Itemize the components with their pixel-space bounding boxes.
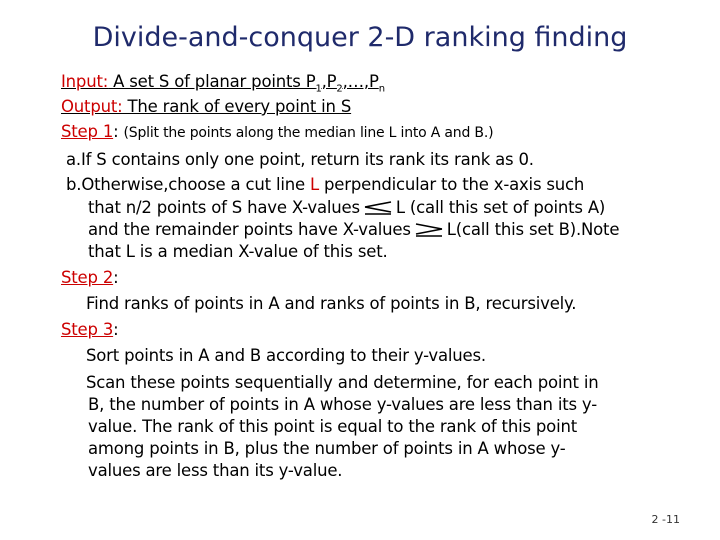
step1-label: Step 1 bbox=[61, 122, 114, 141]
output-line-text bbox=[61, 97, 351, 116]
step3-colon: : bbox=[113, 320, 119, 339]
step1-b-line1 bbox=[66, 175, 584, 195]
step2-text: Find ranks of points in A and ranks of points in B, recursively. bbox=[86, 294, 577, 313]
greater-equal-icon bbox=[412, 222, 446, 238]
step2-label: Step 2 bbox=[61, 268, 114, 287]
input-line-text bbox=[61, 72, 385, 95]
step3-line6: values are less than its y-value. bbox=[88, 461, 343, 480]
step3-line4: value. The rank of this point is equal to the rank of this point bbox=[88, 417, 577, 436]
step1-b-line1-post: perpendicular to the x-axis such bbox=[318, 175, 585, 194]
slide-title: Divide-and-conquer 2-D ranking finding bbox=[92, 22, 628, 53]
step3-label: Step 3 bbox=[61, 320, 114, 339]
less-equal-icon bbox=[361, 200, 395, 216]
step3-line5: among points in B, plus the number of points in A whose y- bbox=[88, 439, 566, 458]
step1-line bbox=[61, 122, 493, 143]
step1-a: a.If S contains only one point, return its rank its rank as 0. bbox=[66, 150, 534, 169]
output-text: The rank of every point in S bbox=[122, 97, 352, 116]
page-number: 2 -11 bbox=[651, 513, 680, 526]
step1-colon: : bbox=[113, 122, 124, 141]
step2-colon: : bbox=[113, 268, 119, 287]
output-label: Output: bbox=[61, 97, 123, 116]
step3-line3: B, the number of points in A whose y-values are less than its y- bbox=[88, 395, 597, 414]
step2-line bbox=[61, 268, 118, 288]
step1-b-line2 bbox=[88, 198, 605, 218]
input-label: Input: bbox=[61, 72, 109, 91]
input-text: A set S of planar points P bbox=[108, 72, 316, 91]
step1-b-line4: that L is a median X-value of this set. bbox=[88, 242, 388, 261]
step3-line2: Scan these points sequentially and determine, for each point in bbox=[86, 373, 599, 392]
input-sep-2: ,…,P bbox=[342, 72, 379, 91]
step1-b-line1-pre: b.Otherwise,choose a cut line bbox=[66, 175, 310, 194]
step1-text: (Split the points along the median line L into A and B.) bbox=[123, 125, 494, 141]
step1-b-line3-pre: and the remainder points have X-values bbox=[88, 220, 411, 239]
input-sub-n: n bbox=[378, 83, 385, 95]
step1-b-line2-post: L (call this set of points A) bbox=[395, 198, 606, 217]
step3-line bbox=[61, 320, 118, 340]
step1-b-line2-pre: that n/2 points of S have X-values bbox=[88, 198, 360, 217]
step3-line1: Sort points in A and B according to their y-values. bbox=[86, 346, 486, 365]
cut-line-L: L bbox=[309, 175, 319, 194]
input-line bbox=[61, 72, 385, 95]
step1-b-line3-post: L(call this set B).Note bbox=[446, 220, 620, 239]
input-sub-2: 2 bbox=[336, 83, 343, 95]
input-sep-1: ,P bbox=[321, 72, 337, 91]
step1-b-line3 bbox=[88, 220, 619, 240]
output-line bbox=[61, 97, 351, 117]
input-sub-1: 1 bbox=[315, 83, 322, 95]
